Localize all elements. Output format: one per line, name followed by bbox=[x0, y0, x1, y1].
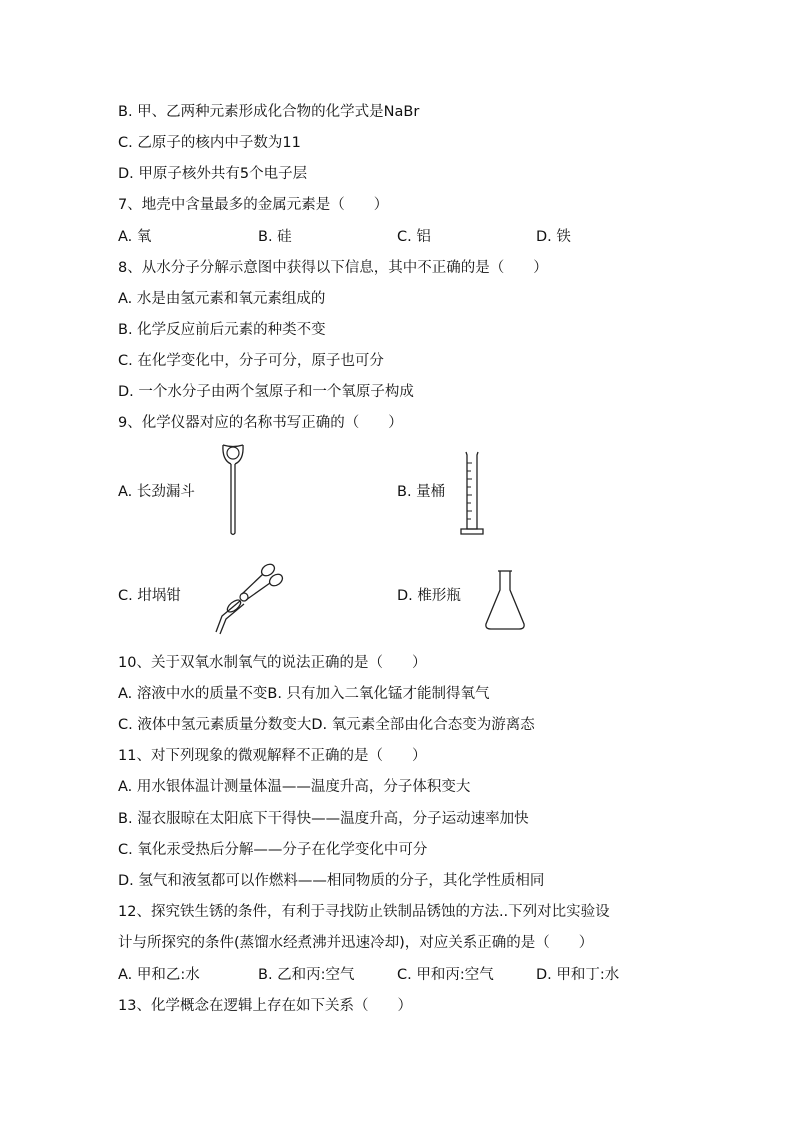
graduated-cylinder-icon bbox=[458, 449, 486, 539]
q9-option-b: B. 量桶 bbox=[397, 484, 446, 500]
q8-stem: 8、从水分子分解示意图中获得以下信息，其中不正确的是（ ） bbox=[118, 260, 548, 276]
q8-option-b: B. 化学反应前后元素的种类不变 bbox=[118, 322, 326, 338]
q9-option-d: D. 椎形瓶 bbox=[397, 588, 461, 604]
q11-option-a: A. 用水银体温计测量体温——温度升高，分子体积变大 bbox=[118, 779, 471, 795]
conical-flask-icon bbox=[482, 568, 528, 632]
q7-stem: 7、地壳中含量最多的金属元素是（ ） bbox=[118, 197, 389, 213]
q8-option-a: A. 水是由氢元素和氧元素组成的 bbox=[118, 291, 326, 307]
q7-option-a: A. 氧 bbox=[118, 229, 152, 245]
q6-option-d: D. 甲原子核外共有5个电子层 bbox=[118, 166, 308, 182]
q13-stem: 13、化学概念在逻辑上存在如下关系（ ） bbox=[118, 998, 412, 1014]
q7-option-c: C. 铝 bbox=[397, 229, 431, 245]
q11-stem: 11、对下列现象的微观解释不正确的是（ ） bbox=[118, 748, 427, 764]
q11-option-c: C. 氧化汞受热后分解——分子在化学变化中可分 bbox=[118, 842, 428, 858]
q11-option-d: D. 氢气和液氢都可以作燃料——相同物质的分子，其化学性质相同 bbox=[118, 873, 545, 889]
q10-options-line-1: A. 溶液中水的质量不变B. 只有加入二氧化锰才能制得氧气 bbox=[118, 686, 490, 702]
q9-option-c: C. 坩埚钳 bbox=[118, 588, 181, 604]
q6-option-b: B. 甲、乙两种元素形成化合物的化学式是NaBr bbox=[118, 104, 420, 120]
q12-option-b: B. 乙和丙:空气 bbox=[258, 967, 355, 983]
long-neck-funnel-icon bbox=[218, 441, 248, 537]
q12-option-c: C. 甲和丙:空气 bbox=[397, 967, 494, 983]
q12-option-d: D. 甲和丁:水 bbox=[536, 967, 620, 983]
q7-option-d: D. 铁 bbox=[536, 229, 571, 245]
q9-stem: 9、化学仪器对应的名称书写正确的（ ） bbox=[118, 415, 403, 431]
q7-option-b: B. 硅 bbox=[258, 229, 292, 245]
crucible-tongs-icon bbox=[206, 558, 286, 636]
q12-stem-line-1: 12、探究铁生锈的条件，有利于寻找防止铁制品锈蚀的方法..下列对比实验设 bbox=[118, 904, 610, 920]
q6-option-c: C. 乙原子的核内中子数为11 bbox=[118, 135, 301, 151]
q8-option-c: C. 在化学变化中，分子可分，原子也可分 bbox=[118, 353, 384, 369]
q10-stem: 10、关于双氧水制氧气的说法正确的是（ ） bbox=[118, 655, 427, 671]
q11-option-b: B. 湿衣服晾在太阳底下干得快——温度升高，分子运动速率加快 bbox=[118, 811, 529, 827]
q9-option-a: A. 长劲漏斗 bbox=[118, 484, 195, 500]
q12-stem-line-2: 计与所探究的条件(蒸馏水经煮沸并迅速冷却)，对应关系正确的是（ ） bbox=[118, 935, 594, 951]
q8-option-d: D. 一个水分子由两个氢原子和一个氧原子构成 bbox=[118, 384, 414, 400]
q12-option-a: A. 甲和乙:水 bbox=[118, 967, 200, 983]
q10-options-line-2: C. 液体中氢元素质量分数变大D. 氧元素全部由化合态变为游离态 bbox=[118, 717, 535, 733]
